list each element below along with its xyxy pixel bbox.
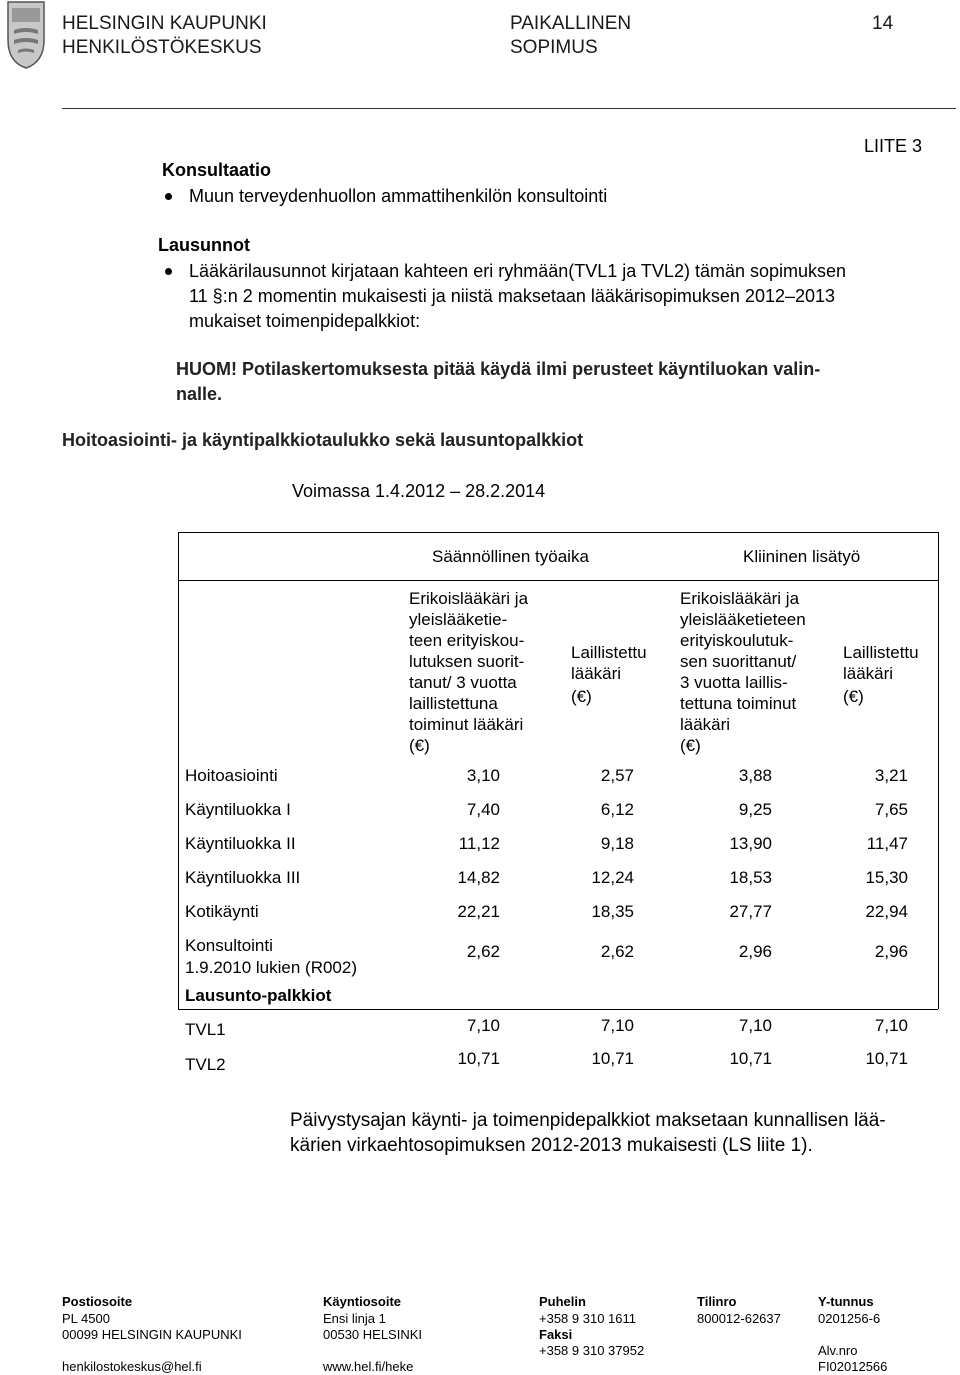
table-cell: 2,62 — [600, 942, 634, 961]
col-header-specialist-overtime: Erikoislääkäri ja yleislääketieteen erityiskoulutuk- sen suorittanut/ 3 vuotta laillis- tettuna toiminut lääkäri (€) — [680, 589, 806, 755]
table-cell: 2,57 — [600, 766, 634, 785]
table-border-left — [178, 532, 179, 1009]
table-cell: 2,96 — [874, 942, 908, 961]
statement-fees-heading: Lausunto-palkkiot — [185, 986, 332, 1005]
note-line1: HUOM! Potilaskertomuksesta pitää käydä ilmi perusteet käyntiluokan valin- — [176, 359, 821, 379]
table-cell: 7,10 — [466, 1016, 500, 1035]
table-cell: 14,82 — [457, 868, 500, 887]
table-cell: 7,10 — [874, 1016, 908, 1035]
appendix-label: LIITE 3 — [864, 136, 923, 156]
consultation-bullet: Muun terveydenhuollon ammattihenkilön konsultointi — [189, 186, 608, 206]
table-cell: 7,65 — [874, 800, 908, 819]
table-cell: 18,53 — [729, 868, 772, 887]
row-label: Käyntiluokka III — [185, 868, 301, 887]
doc-type-line2: SOPIMUS — [510, 37, 598, 58]
consultation-heading: Konsultaatio — [162, 160, 272, 180]
table-cell: 11,47 — [866, 834, 908, 853]
footer-ytunnus-heading: Y-tunnus — [818, 1294, 874, 1309]
row-label: Käyntiluokka II — [185, 834, 296, 853]
footer-vat: FI02012566 — [818, 1359, 888, 1374]
row-label-consultation-line1: Konsultointi — [185, 936, 273, 955]
table-cell: 2,62 — [466, 942, 500, 961]
col-header-specialist-regular: Erikoislääkäri ja yleislääketie- teen erityiskou- lutuksen suorit- tanut/ 3 vuotta laillistettuna toiminut lääkäri (€) — [409, 589, 529, 755]
statements-bullet-line1: Lääkärilausunnot kirjataan kahteen eri ryhmään(TVL1 ja TVL2) tämän sopimuksen — [189, 261, 847, 281]
table-cell: 10,71 — [591, 1049, 634, 1068]
footer-phone: +358 9 310 1611 — [539, 1311, 636, 1326]
footer-web-link[interactable]: www.hel.fi/heke — [323, 1359, 414, 1374]
page-number: 14 — [872, 13, 894, 34]
col-header-licensed-regular: Laillistettu lääkäri (€) — [571, 643, 647, 706]
footer-visit-line1: Ensi linja 1 — [323, 1311, 386, 1326]
table-border-right — [938, 532, 939, 1009]
table-cell: 3,21 — [874, 766, 908, 785]
table-cell: 7,40 — [466, 800, 500, 819]
statements-bullet-line2: 11 §:n 2 momentin mukaisesti ja niistä maksetaan lääkärisopimuksen 2012–2013 — [189, 286, 836, 306]
footer-fax-heading: Faksi — [539, 1327, 573, 1342]
footer-account-heading: Tilinro — [697, 1294, 737, 1309]
validity-period: Voimassa 1.4.2012 – 28.2.2014 — [292, 481, 546, 501]
footer-postal-heading: Postiosoite — [62, 1294, 133, 1309]
closing-line2: kärien virkaehtosopimuksen 2012-2013 mukaisesti (LS liite 1). — [290, 1135, 813, 1156]
table-cell: 22,21 — [457, 902, 500, 921]
table-cell: 9,25 — [738, 800, 772, 819]
table-title: Hoitoasiointi- ja käyntipalkkiotaulukko sekä lausuntopalkkiot — [62, 430, 584, 450]
table-cell: 10,71 — [457, 1049, 500, 1068]
row-label: Hoitoasiointi — [185, 766, 278, 785]
group-clinical-overtime: Kliininen lisätyö — [743, 547, 861, 566]
table-cell: 7,10 — [738, 1016, 772, 1035]
col-header-licensed-overtime: Laillistettu lääkäri (€) — [843, 643, 919, 706]
table-border-bottom — [178, 1009, 938, 1010]
table-cell: 3,10 — [466, 766, 500, 785]
table-cell: 10,71 — [865, 1049, 908, 1068]
table-cell: 22,94 — [865, 902, 908, 921]
footer-fax: +358 9 310 37952 — [539, 1343, 645, 1358]
table-cell: 12,24 — [591, 868, 634, 887]
statements-bullet-line3: mukaiset toimenpidepalkkiot: — [189, 311, 421, 331]
footer-phone-heading: Puhelin — [539, 1294, 586, 1309]
table-cell: 10,71 — [729, 1049, 772, 1068]
table-cell: 9,18 — [600, 834, 634, 853]
org-name-line1: HELSINGIN KAUPUNKI — [62, 13, 267, 34]
helsinki-coat-of-arms-logo — [4, 0, 48, 70]
group-regular-hours: Säännöllinen työaika — [432, 547, 589, 566]
footer-vat-heading: Alv.nro — [818, 1343, 858, 1358]
table-cell: 3,88 — [738, 766, 772, 785]
bullet-icon — [165, 193, 172, 200]
table-cell: 13,90 — [729, 834, 772, 853]
table-border — [178, 580, 938, 581]
table-cell: 18,35 — [591, 902, 634, 921]
footer-visit-line2: 00530 HELSINKI — [323, 1327, 423, 1342]
table-cell: 15,30 — [865, 868, 908, 887]
table-cell: 11,12 — [458, 834, 500, 853]
footer-email[interactable]: henkilostokeskus@hel.fi — [62, 1359, 202, 1374]
header-divider — [62, 108, 956, 109]
row-label-tvl1: TVL1 — [185, 1020, 226, 1039]
row-label: Kotikäynti — [185, 902, 259, 921]
row-label: Käyntiluokka I — [185, 800, 291, 819]
footer-postal-line1: PL 4500 — [62, 1311, 110, 1326]
footer-account: 800012-62637 — [697, 1311, 781, 1326]
footer-ytunnus: 0201256-6 — [818, 1311, 881, 1326]
note-line2: nalle. — [176, 384, 223, 404]
table-cell: 7,10 — [600, 1016, 634, 1035]
footer-postal-line2: 00099 HELSINGIN KAUPUNKI — [62, 1327, 242, 1342]
table-cell: 2,96 — [738, 942, 772, 961]
footer-visit-heading: Käyntiosoite — [323, 1294, 402, 1309]
row-label-tvl2: TVL2 — [185, 1055, 226, 1074]
closing-line1: Päivystysajan käynti- ja toimenpidepalkkiot maksetaan kunnallisen lää- — [290, 1110, 886, 1131]
table-cell: 6,12 — [600, 800, 634, 819]
doc-type-line1: PAIKALLINEN — [510, 13, 632, 34]
statements-heading: Lausunnot — [158, 235, 250, 255]
row-label-consultation-line2: 1.9.2010 lukien (R002) — [185, 958, 358, 977]
bullet-icon — [165, 268, 172, 275]
org-name-line2: HENKILÖSTÖKESKUS — [62, 37, 262, 58]
table-cell: 27,77 — [729, 902, 772, 921]
table-border-top — [178, 532, 938, 533]
